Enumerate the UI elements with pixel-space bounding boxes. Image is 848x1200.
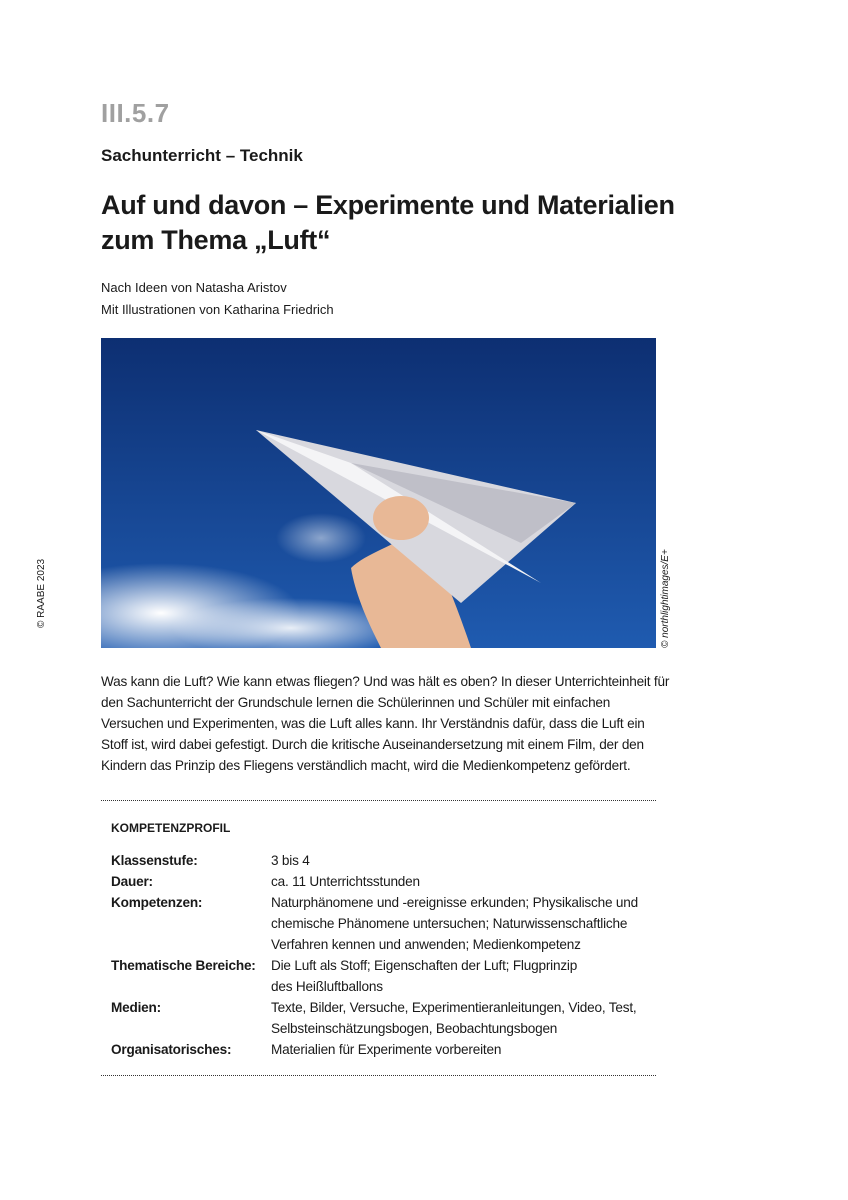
profile-heading: KOMPETENZPROFIL — [111, 821, 231, 835]
profile-value: Materialien für Experimente vorbereiten — [271, 1042, 502, 1057]
section-code: III.5.7 — [101, 98, 170, 128]
photo-credit: © northlightimages/E+ — [660, 549, 671, 648]
profile-value: Texte, Bilder, Versuche, Experimentieranleitungen, Video, Test, Selbsteinschätzungsbogen, Beobachtungsbogen — [271, 1000, 637, 1036]
subject-heading: Sachunterricht – Technik — [101, 146, 303, 165]
page-title — [101, 188, 675, 258]
title-line-1: Auf und davon – Experimente und Materialien — [101, 190, 675, 220]
profile-key: Kompetenzen: — [111, 895, 203, 910]
profile-value: Naturphänomene und -ereignisse erkunden; Physikalische und chemische Phänomene untersuchen; Naturwissenschaftliche Verfahren kennen und anwenden; Medienkompetenz — [271, 895, 638, 952]
profile-row — [111, 892, 651, 955]
profile-value: Die Luft als Stoff; Eigenschaften der Luft; Flugprinzip des Heißluftballons — [271, 958, 578, 994]
divider-bottom — [101, 1075, 656, 1076]
profile-value: ca. 11 Unterrichtsstunden — [271, 874, 420, 889]
profile-key: Dauer: — [111, 874, 153, 889]
title-line-2: zum Thema „Luft“ — [101, 225, 331, 255]
profile-key: Klassenstufe: — [111, 853, 198, 868]
divider-top — [101, 800, 656, 801]
profile-row — [111, 871, 651, 892]
profile-key: Thematische Bereiche: — [111, 958, 256, 973]
profile-value: 3 bis 4 — [271, 853, 310, 868]
copyright-notice: © RAABE 2023 — [36, 558, 47, 628]
profile-key: Organisatorisches: — [111, 1042, 232, 1057]
profile-key: Medien: — [111, 1000, 161, 1015]
intro-paragraph: Was kann die Luft? Wie kann etwas fliegen? Und was hält es oben? In dieser Unterrichteinheit für den Sachunterricht der Grundschule lernen die Schülerinnen und Schüler mit einfachen Versuchen und Experimenten, was die Luft alles kann. Ihr Verständnis dafür, dass die Luft ein Stoff ist, wird dabei gefestigt. Durch die kritische Auseinandersetzung mit einem Film, der den Kindern das Prinzip des Fliegens verständlich macht, wird die Medienkompetenz gefördert. — [101, 674, 670, 773]
profile-row — [111, 850, 651, 871]
illustrator-credit: Mit Illustrationen von Katharina Friedrich — [101, 302, 334, 317]
profile-row — [111, 997, 651, 1039]
paper-plane-photo — [101, 338, 656, 648]
profile-row — [111, 955, 591, 997]
profile-row — [111, 1039, 651, 1060]
author-credit: Nach Ideen von Natasha Aristov — [101, 280, 287, 295]
